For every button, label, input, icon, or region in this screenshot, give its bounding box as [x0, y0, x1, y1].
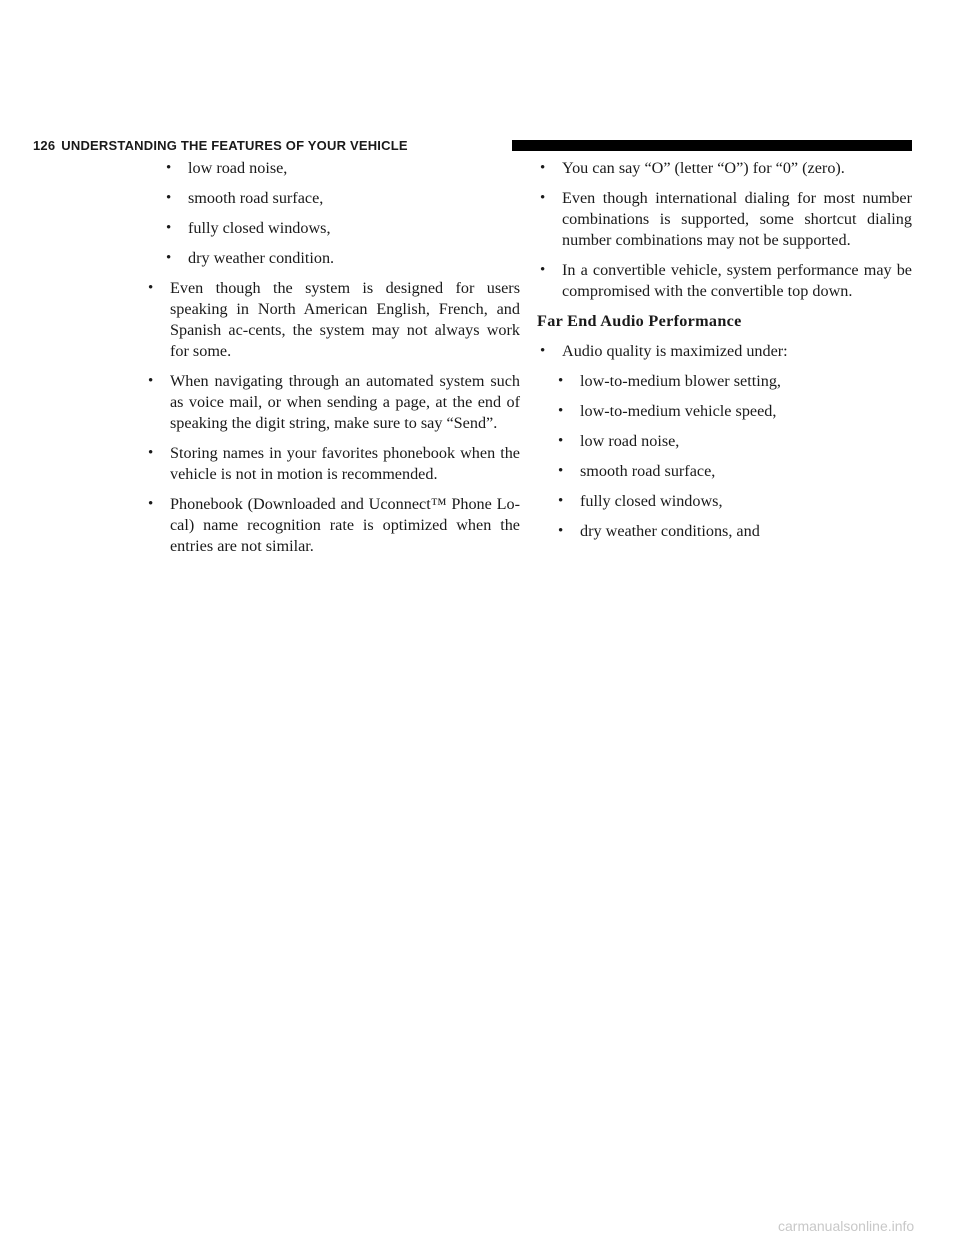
bullet-icon: •	[540, 190, 546, 206]
list-item-text: low-to-medium vehicle speed,	[580, 402, 777, 420]
list-item-text: Even though the system is designed for users speaking in North American English, French, and Spanish ac-cents, the system may not always work for some.	[170, 279, 520, 360]
list-item	[537, 188, 912, 251]
bullet-icon: •	[558, 463, 564, 479]
list-item-text: Storing names in your favorites phonebook when the vehicle is not in motion is recommended.	[170, 444, 520, 483]
bullet-icon: •	[558, 403, 564, 419]
list-item	[555, 461, 912, 482]
list-item-text: dry weather condition.	[188, 249, 335, 267]
list-item-text: low road noise,	[580, 432, 680, 450]
bullet-icon: •	[166, 190, 172, 206]
list-item	[537, 341, 912, 362]
list-item	[163, 218, 520, 239]
list-item	[163, 188, 520, 209]
list-item-text: In a convertible vehicle, system performance may be compromised with the convertible top down.	[562, 261, 912, 300]
bullet-icon: •	[166, 220, 172, 236]
bullet-icon: •	[540, 160, 546, 176]
page-header	[33, 136, 408, 154]
bullet-icon: •	[558, 373, 564, 389]
list-item-text: smooth road surface,	[188, 189, 324, 207]
list-item	[555, 491, 912, 512]
bullet-icon: •	[148, 496, 154, 512]
watermark: carmanualsonline.info	[778, 1218, 915, 1234]
list-item	[163, 158, 520, 179]
list-item	[145, 371, 520, 434]
list-item-text: Phonebook (Downloaded and Uconnect™ Phone Lo-cal) name recognition rate is optimized when the entries are not similar.	[170, 495, 520, 555]
list-item-text: fully closed windows,	[580, 492, 723, 510]
list-item-text: Audio quality is maximized under:	[562, 342, 788, 360]
list-item	[145, 494, 520, 557]
list-item-text: smooth road surface,	[580, 462, 716, 480]
list-item-text: Even though international dialing for most number combinations is supported, some shortcut dialing number combinations may not be supported.	[562, 189, 912, 249]
bullet-icon: •	[148, 280, 154, 296]
right-column	[537, 158, 912, 551]
bullet-icon: •	[166, 160, 172, 176]
page-number: 126	[33, 137, 56, 153]
list-item	[555, 521, 912, 542]
bullet-icon: •	[166, 250, 172, 266]
header-rule	[512, 140, 912, 151]
list-item	[145, 443, 520, 485]
list-item-text: low road noise,	[188, 159, 288, 177]
bullet-icon: •	[558, 523, 564, 539]
bullet-icon: •	[558, 433, 564, 449]
bullet-icon: •	[148, 445, 154, 461]
list-item-text: low-to-medium blower setting,	[580, 372, 781, 390]
bullet-icon: •	[148, 373, 154, 389]
list-item-text: You can say “O” (letter “O”) for “0” (zero).	[562, 159, 845, 177]
list-item	[555, 371, 912, 392]
section-title: UNDERSTANDING THE FEATURES OF YOUR VEHICLE	[61, 137, 408, 153]
left-column	[145, 158, 520, 566]
list-item	[555, 401, 912, 422]
list-item	[145, 278, 520, 362]
bullet-icon: •	[540, 262, 546, 278]
list-item-text: dry weather conditions, and	[580, 522, 760, 540]
list-item-text: fully closed windows,	[188, 219, 331, 237]
list-item	[537, 158, 912, 179]
bullet-icon: •	[540, 343, 546, 359]
bullet-icon: •	[558, 493, 564, 509]
list-item-text: When navigating through an automated system such as voice mail, or when sending a page, at the end of speaking the digit string, make sure to say “Send”.	[170, 372, 520, 432]
list-item	[163, 248, 520, 269]
section-heading: Far End Audio Performance	[537, 312, 742, 330]
list-item	[537, 260, 912, 302]
list-item	[555, 431, 912, 452]
